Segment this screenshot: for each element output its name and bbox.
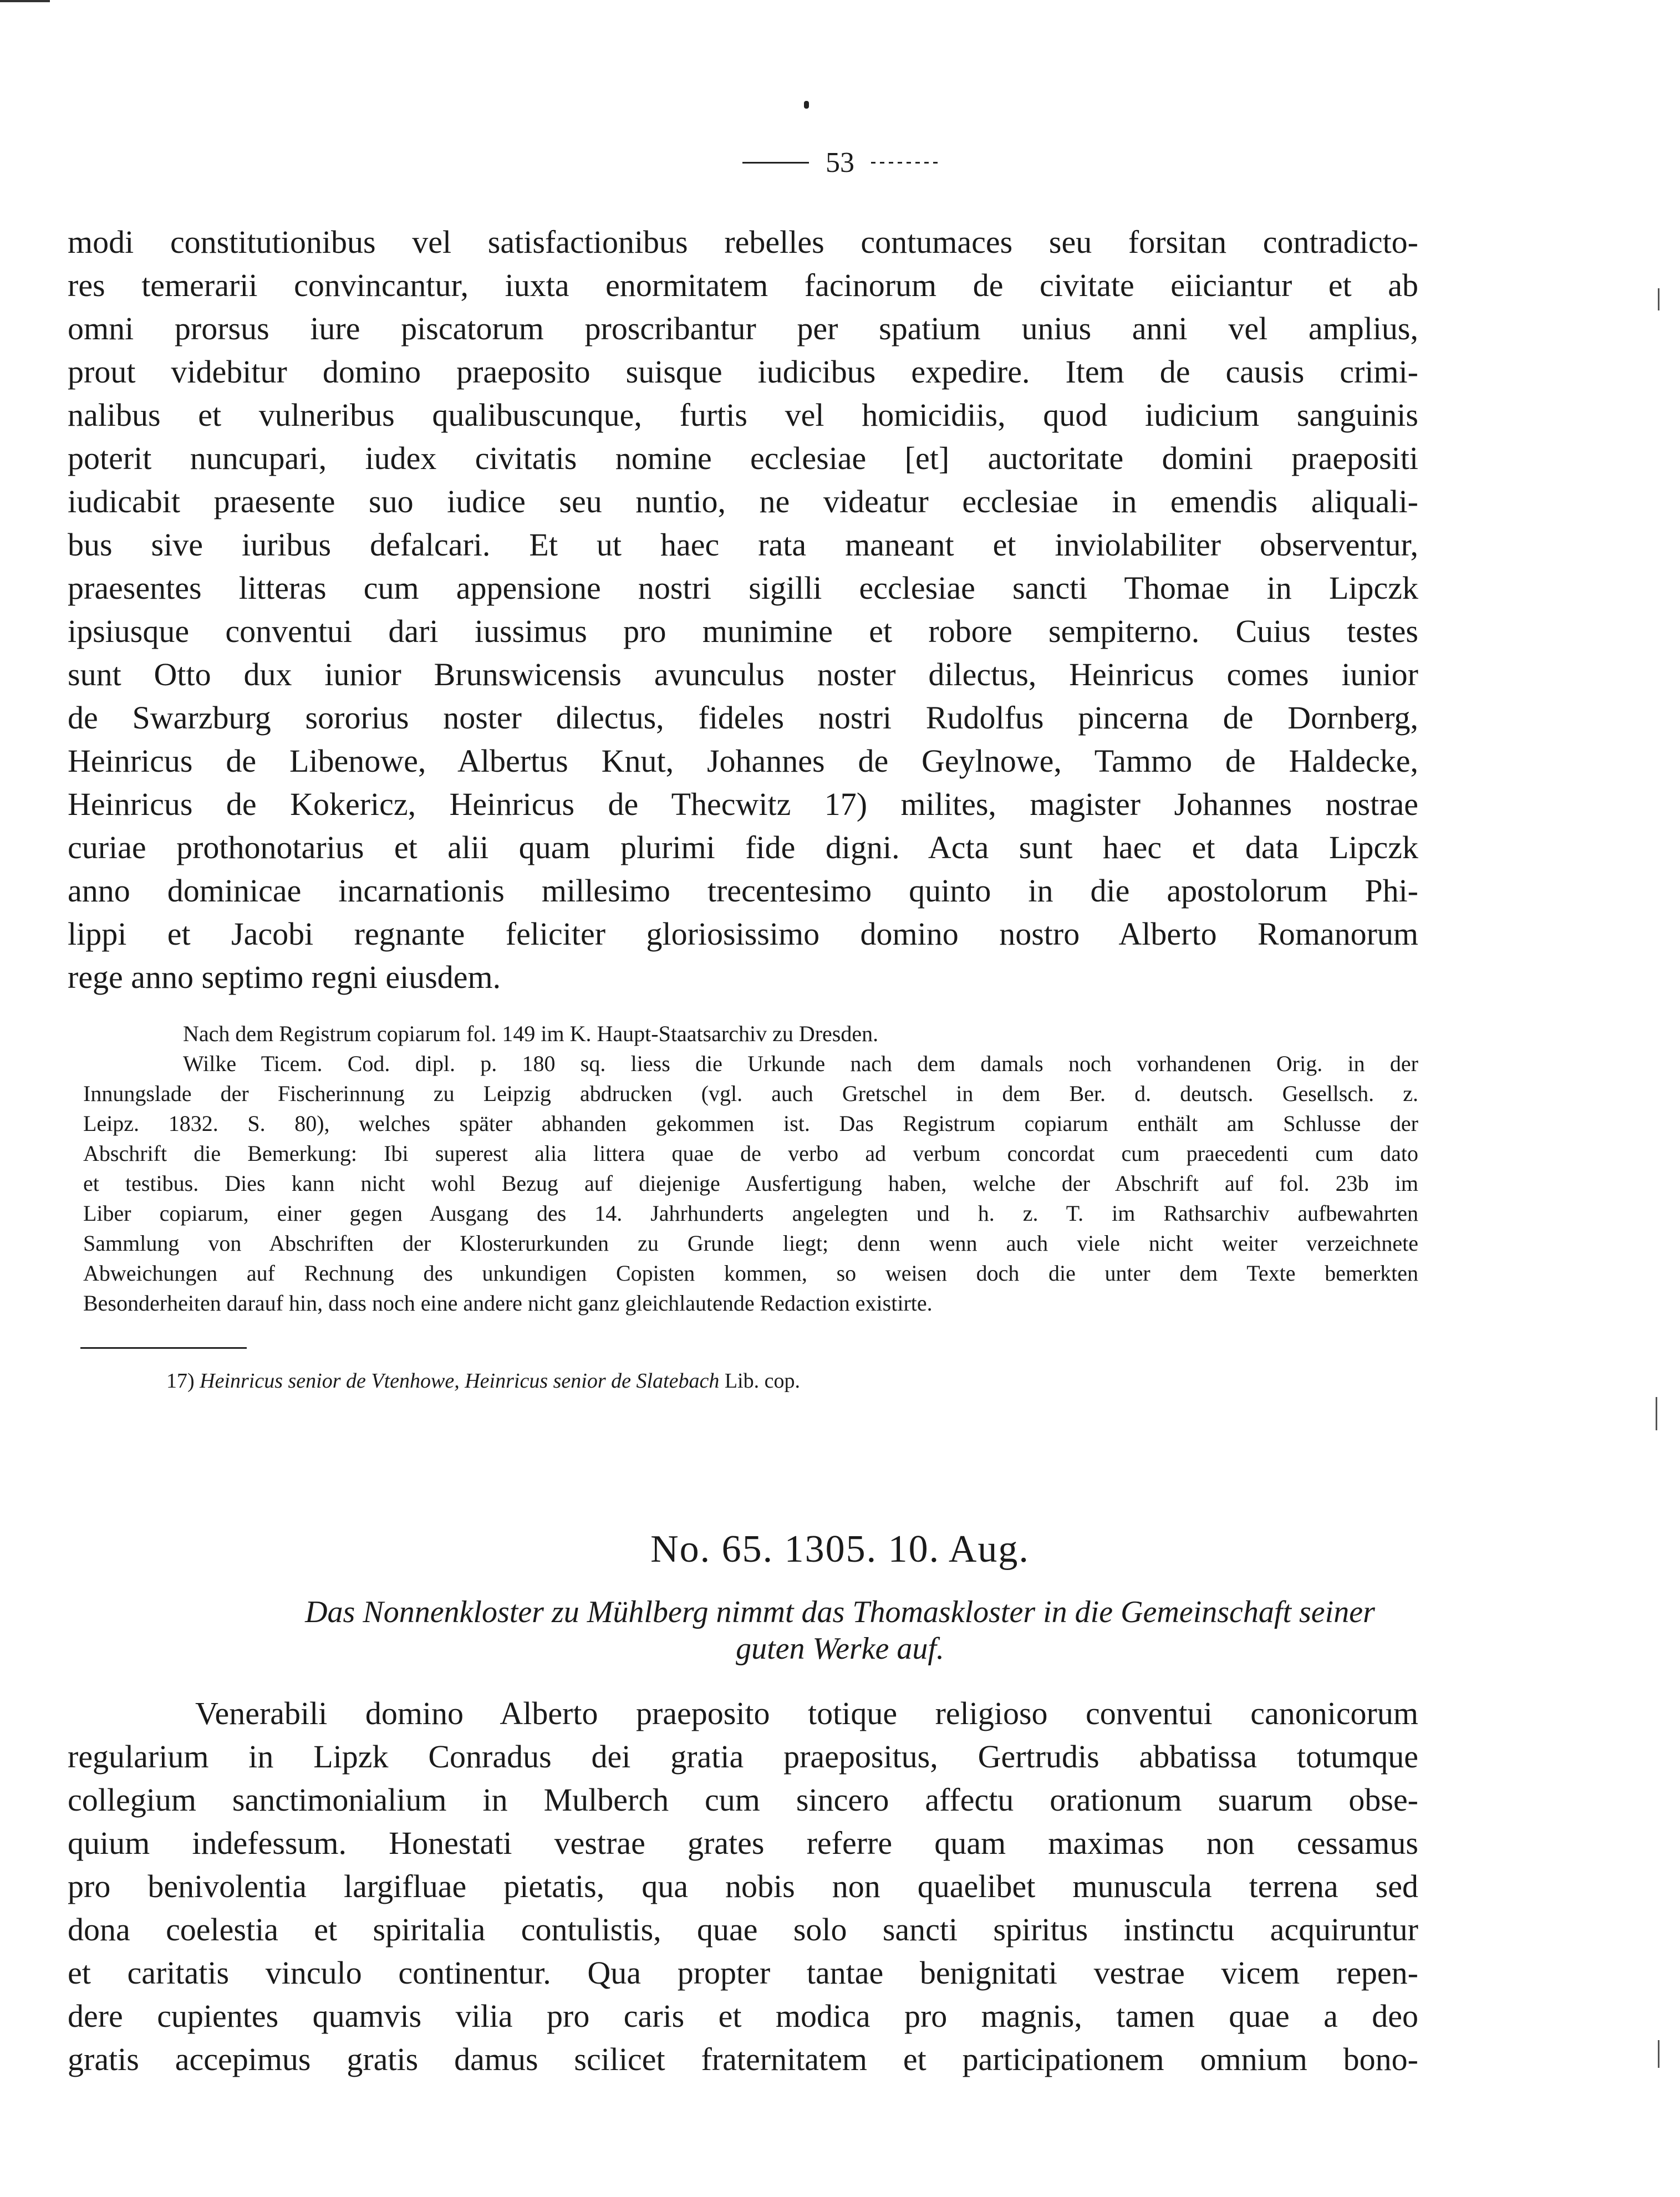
text-line: collegium sanctimonialium in Mulberch cum sincero affectu orationum suarum obse- — [68, 1782, 1418, 1818]
text-line: dere cupientes quamvis vilia pro caris et modica pro magnis, tamen quae a deo — [68, 1998, 1418, 2034]
text-line: pro benivolentia largifluae pietatis, qua nobis non quaelibet munuscula terrena sed — [68, 1868, 1418, 1904]
text-line: bus sive iuribus defalcari. Et ut haec rata maneant et inviolabiliter observentur, — [68, 527, 1418, 563]
text-line: dona coelestia et spiritalia contulistis, quae solo sancti spiritus instinctu acquiruntur — [68, 1911, 1418, 1948]
note-line: Nach dem Registrum copiarum fol. 149 im K. Haupt-Staatsarchiv zu Dresden. — [183, 1021, 879, 1046]
page-number: 53 — [826, 146, 854, 179]
note-line: Innungslade der Fischerinnung zu Leipzig abdrucken (vgl. auch Gretschel in dem Ber. d. deutsch. Gesellsch. z. — [83, 1081, 1418, 1106]
text-line: nalibus et vulneribus qualibuscunque, furtis vel homicidiis, quod iudicium sanguinis — [68, 397, 1418, 433]
footnote-marker: 17) — [166, 1369, 195, 1393]
footnote-rule — [80, 1347, 247, 1349]
text-line: praesentes litteras cum appensione nostri sigilli ecclesiae sancti Thomae in Lipczk — [68, 570, 1418, 606]
note-line: Wilke Ticem. Cod. dipl. p. 180 sq. liess die Urkunde nach dem damals noch vorhandenen Orig. in der — [183, 1051, 1418, 1076]
note-line: Leipz. 1832. S. 80), welches später abhanden gekommen ist. Das Registrum copiarum enthält am Schlusse der — [83, 1111, 1418, 1136]
document-summary — [0, 1594, 1680, 1667]
note-line: et testibus. Dies kann nicht wohl Bezug auf diejenige Ausfertigung haben, welche der Abschrift auf fol. 23b im — [83, 1171, 1418, 1196]
text-line: Heinricus de Kokericz, Heinricus de Thecwitz 17) milites, magister Johannes nostrae — [68, 786, 1418, 822]
text-line: iudicabit praesente suo iudice seu nuntio, ne videatur ecclesiae in emendis aliquali- — [68, 483, 1418, 519]
scan-mark — [0, 0, 50, 2]
footnote-source: Lib. cop. — [724, 1369, 800, 1393]
note-line: Liber copiarum, einer gegen Ausgang des 14. Jahrhunderts angelegten und h. z. T. im Rathsarchiv aufbewahrten — [83, 1201, 1418, 1226]
document-heading: No. 65. 1305. 10. Aug. — [650, 1528, 1030, 1571]
text-line: regularium in Lipzk Conradus dei gratia praepositus, Gertrudis abbatissa totumque — [68, 1739, 1418, 1775]
footnote — [166, 1367, 800, 1395]
note-line: Besonderheiten darauf hin, dass noch eine andere nicht ganz gleichlautende Redaction existirte. — [83, 1291, 933, 1316]
header-rule-right — [871, 162, 938, 164]
header-rule-left — [742, 162, 809, 164]
note-line: Abschrift die Bemerkung: Ibi superest alia littera quae de verbo ad verbum concordat cum praecedenti cum dato — [83, 1141, 1418, 1166]
text-line: modi constitutionibus vel satisfactionibus rebelles contumaces seu forsitan contradicto- — [68, 224, 1418, 260]
summary-line: guten Werke auf. — [736, 1632, 944, 1666]
document-text — [68, 1692, 1418, 2081]
text-line: gratis accepimus gratis damus scilicet fraternitatem et participationem omnium bono- — [68, 2041, 1418, 2077]
text-line: rege anno septimo regni eiusdem. — [68, 959, 501, 995]
page-header — [0, 143, 1680, 182]
text-line: prout videbitur domino praeposito suisque iudicibus expedire. Item de causis crimi- — [68, 354, 1418, 390]
text-line: quium indefessum. Honestati vestrae grates referre quam maximas non cessamus — [68, 1825, 1418, 1861]
text-line: de Swarzburg sororius noster dilectus, fideles nostri Rudolfus pincerna de Dornberg, — [68, 700, 1418, 736]
text-line: Heinricus de Libenowe, Albertus Knut, Johannes de Geylnowe, Tammo de Haldecke, — [68, 743, 1418, 779]
margin-mark — [1658, 288, 1659, 310]
text-line: et caritatis vinculo continentur. Qua propter tantae benignitati vestrae vicem repen- — [68, 1955, 1418, 1991]
note-line: Sammlung von Abschriften der Klosterurkunden zu Grunde liegt; denn wenn auch viele nicht weiter verzeichnete — [83, 1231, 1418, 1256]
text-line: omni prorsus iure piscatorum proscribantur per spatium unius anni vel amplius, — [68, 310, 1418, 346]
margin-mark — [1656, 1397, 1657, 1430]
footnote-variant-reading: Heinricus senior de Vtenhowe, Heinricus senior de Slatebach — [200, 1369, 720, 1393]
text-line: Venerabili domino Alberto praeposito totique religioso conventui canonicorum — [195, 1695, 1418, 1731]
text-line: lippi et Jacobi regnante feliciter gloriosissimo domino nostro Alberto Romanorum — [68, 916, 1418, 952]
text-line: curiae prothonotarius et alii quam plurimi fide digni. Acta sunt haec et data Lipczk — [68, 829, 1418, 865]
continued-text — [68, 221, 1418, 999]
text-line: ipsiusque conventui dari iussimus pro munimine et robore sempiterno. Cuius testes — [68, 613, 1418, 649]
note-line: Abweichungen auf Rechnung des unkundigen Copisten kommen, so weisen doch die unter dem Texte bemerkten — [83, 1261, 1418, 1286]
text-line: anno dominicae incarnationis millesimo trecentesimo quinto in die apostolorum Phi- — [68, 873, 1418, 909]
editorial-note — [83, 1019, 1418, 1318]
ink-speck — [804, 101, 809, 109]
text-line: poterit nuncupari, iudex civitatis nomine ecclesiae [et] auctoritate domini praepositi — [68, 440, 1418, 476]
summary-line: Das Nonnenkloster zu Mühlberg nimmt das Thomaskloster in die Gemeinschaft seiner — [305, 1595, 1375, 1629]
text-line: sunt Otto dux iunior Brunswicensis avunculus noster dilectus, Heinricus comes iunior — [68, 656, 1418, 692]
text-line: res temerarii convincantur, iuxta enormitatem facinorum de civitate eiiciantur et ab — [68, 267, 1418, 303]
margin-mark — [1658, 2040, 1659, 2068]
